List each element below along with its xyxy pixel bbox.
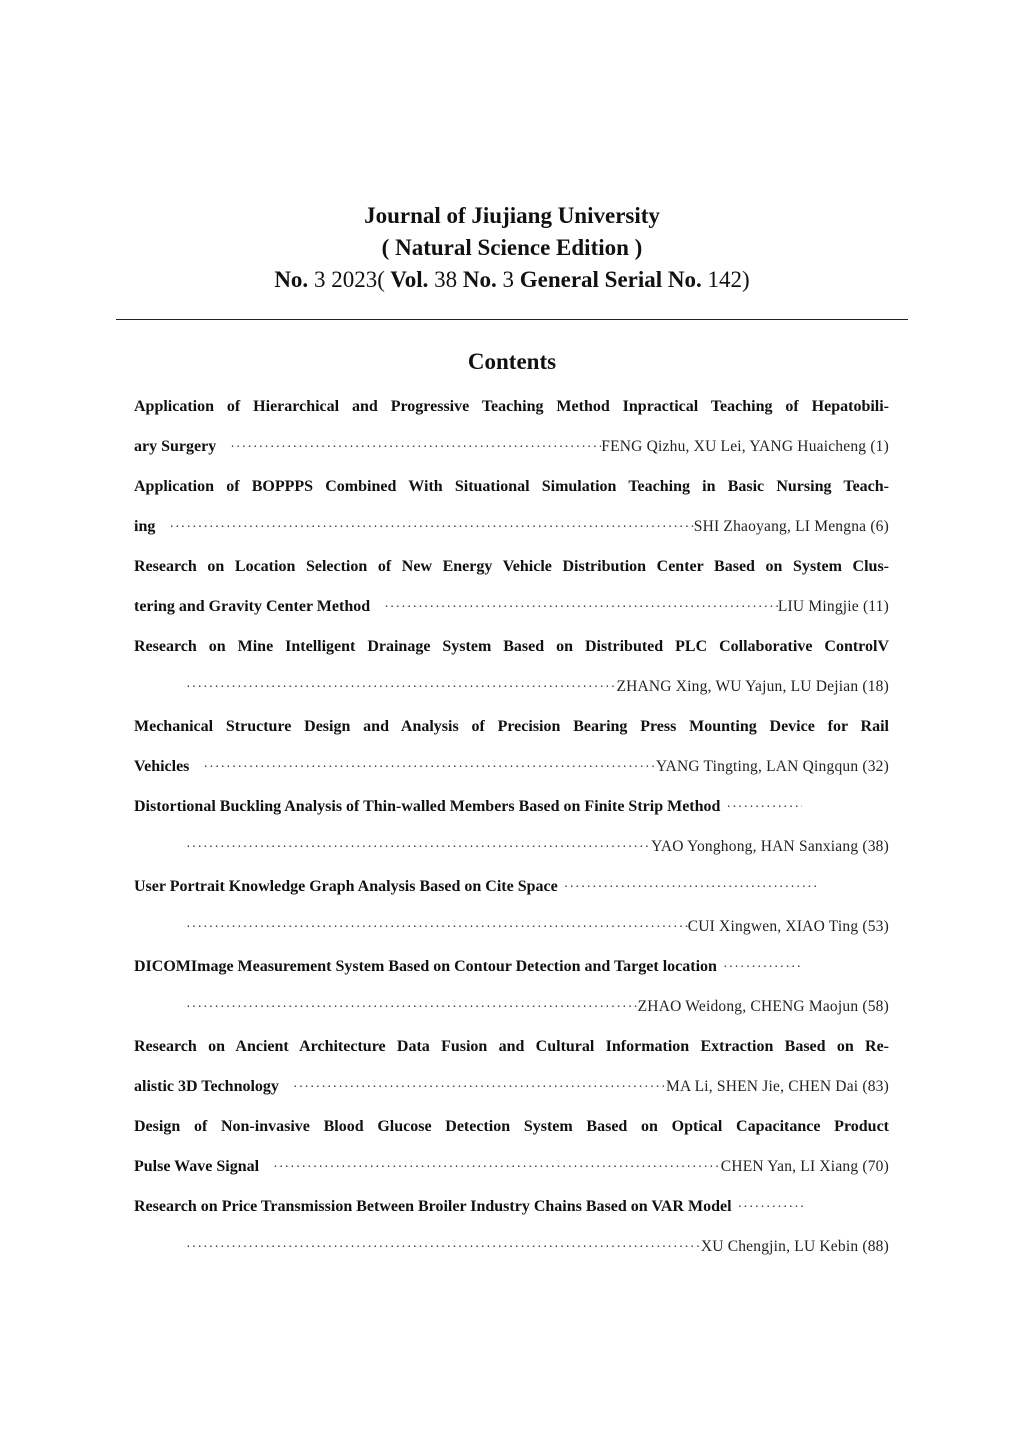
toc-title: DICOMImage Measurement System Based on Contour Detection and Target location [134,958,717,975]
toc-entry-7-line1 [134,871,889,911]
leader-dots [279,1072,666,1104]
toc-title: Vehicles [134,758,190,775]
toc-title: Application of BOPPPS Combined With Situational Simulation Teaching in Basic Nursing Teach- [134,478,889,495]
toc-entry-11-line2 [134,1231,889,1271]
toc-entry-3-line1 [134,551,889,591]
toc-authors: XU Chengjin, LU Kebin (88) [700,1238,889,1255]
toc-authors: CUI Xingwen, XIAO Ting (53) [687,918,889,935]
issue-info [0,264,1024,296]
volume-no-label: No. [462,267,497,292]
toc-entry-10-line1 [134,1111,889,1151]
toc-title: Research on Price Transmission Between Broiler Industry Chains Based on VAR Model [134,1198,732,1215]
toc-entry-7-line2 [134,911,889,951]
toc-title: Mechanical Structure Design and Analysis of Precision Bearing Press Mounting Device for Rail [134,718,889,735]
volume-no-value: 3 [496,267,520,292]
toc-title: ing [134,518,156,535]
leader-dots [720,792,802,824]
toc-entry-4-line1 [134,631,889,671]
toc-entry-1-line1 [134,391,889,431]
toc-title: Design of Non-invasive Blood Glucose Detection System Based on Optical Capacitance Product [134,1118,889,1135]
journal-title: Journal of Jiujiang University [364,203,660,228]
toc-title: Research on Ancient Architecture Data Fusion and Cultural Information Extraction Based on Re- [134,1038,889,1055]
toc-entry-2-line2 [134,511,889,551]
toc-entry-9-line1 [134,1031,889,1071]
leader-dots [172,832,651,864]
leader-dots [172,1232,701,1264]
toc-entry-6-line2 [134,831,889,871]
toc-title: User Portrait Knowledge Graph Analysis Based on Cite Space [134,878,558,895]
toc-authors: FENG Qizhu, XU Lei, YANG Huaicheng (1) [601,438,889,455]
contents-heading: Contents [467,349,557,374]
toc-entry-3-line2 [134,591,889,631]
volume-value: 38 [428,267,463,292]
toc-title: alistic 3D Technology [134,1078,279,1095]
toc-authors: MA Li, SHEN Jie, CHEN Dai (83) [666,1078,889,1095]
toc-authors: CHEN Yan, LI Xiang (70) [720,1158,889,1175]
toc-entry-5-line2 [134,751,889,791]
toc-title: Pulse Wave Signal [134,1158,260,1175]
toc-entry-1-line2 [134,431,889,471]
toc-entry-10-line2 [134,1151,889,1191]
toc-entry-2-line1 [134,471,889,511]
leader-dots [216,432,601,464]
leader-dots [558,872,820,904]
serial-value: 142) [701,267,750,292]
issue-no-value: 3 2023( [308,267,385,292]
leader-dots [172,672,616,704]
toc-entry-9-line2 [134,1071,889,1111]
toc-title: ary Surgery [134,438,217,455]
leader-dots [717,952,803,984]
toc-entry-5-line1 [134,711,889,751]
toc-title: Distortional Buckling Analysis of Thin-walled Members Based on Finite Strip Method [134,798,721,815]
serial-label: General Serial No. [519,267,702,292]
journal-header [0,200,1024,296]
toc-title: Research on Mine Intelligent Drainage System Based on Distributed PLC Collaborative ControlV [134,638,889,655]
leader-dots [370,592,778,624]
leader-dots [172,912,688,944]
leader-dots [189,752,655,784]
toc-entry-6-line1 [134,791,889,831]
leader-dots [259,1152,721,1184]
toc-authors: ZHAO Weidong, CHENG Maojun (58) [637,998,889,1015]
volume-label: Vol. [384,267,429,292]
header-divider [116,319,908,320]
table-of-contents [134,391,889,1271]
toc-authors: YANG Tingting, LAN Qingqun (32) [655,758,889,775]
issue-no-label: No. [274,267,309,292]
toc-title: Research on Location Selection of New Energy Vehicle Distribution Center Based on System Clus- [134,558,889,575]
toc-authors: SHI Zhaoyang, LI Mengna (6) [693,518,889,535]
leader-dots [732,1192,804,1224]
toc-authors: ZHANG Xing, WU Yajun, LU Dejian (18) [616,678,889,695]
toc-authors: LIU Mingjie (11) [777,598,889,615]
toc-entry-8-line2 [134,991,889,1031]
toc-authors: YAO Yonghong, HAN Sanxiang (38) [651,838,889,855]
toc-entry-8-line1 [134,951,889,991]
leader-dots [155,512,693,544]
journal-edition: ( Natural Science Edition ) [381,235,643,260]
toc-title: tering and Gravity Center Method [134,598,371,615]
toc-title: Application of Hierarchical and Progressive Teaching Method Inpractical Teaching of Hepatobili- [134,398,889,415]
toc-entry-4-line2 [134,671,889,711]
leader-dots [172,992,638,1024]
toc-entry-11-line1 [134,1191,889,1231]
